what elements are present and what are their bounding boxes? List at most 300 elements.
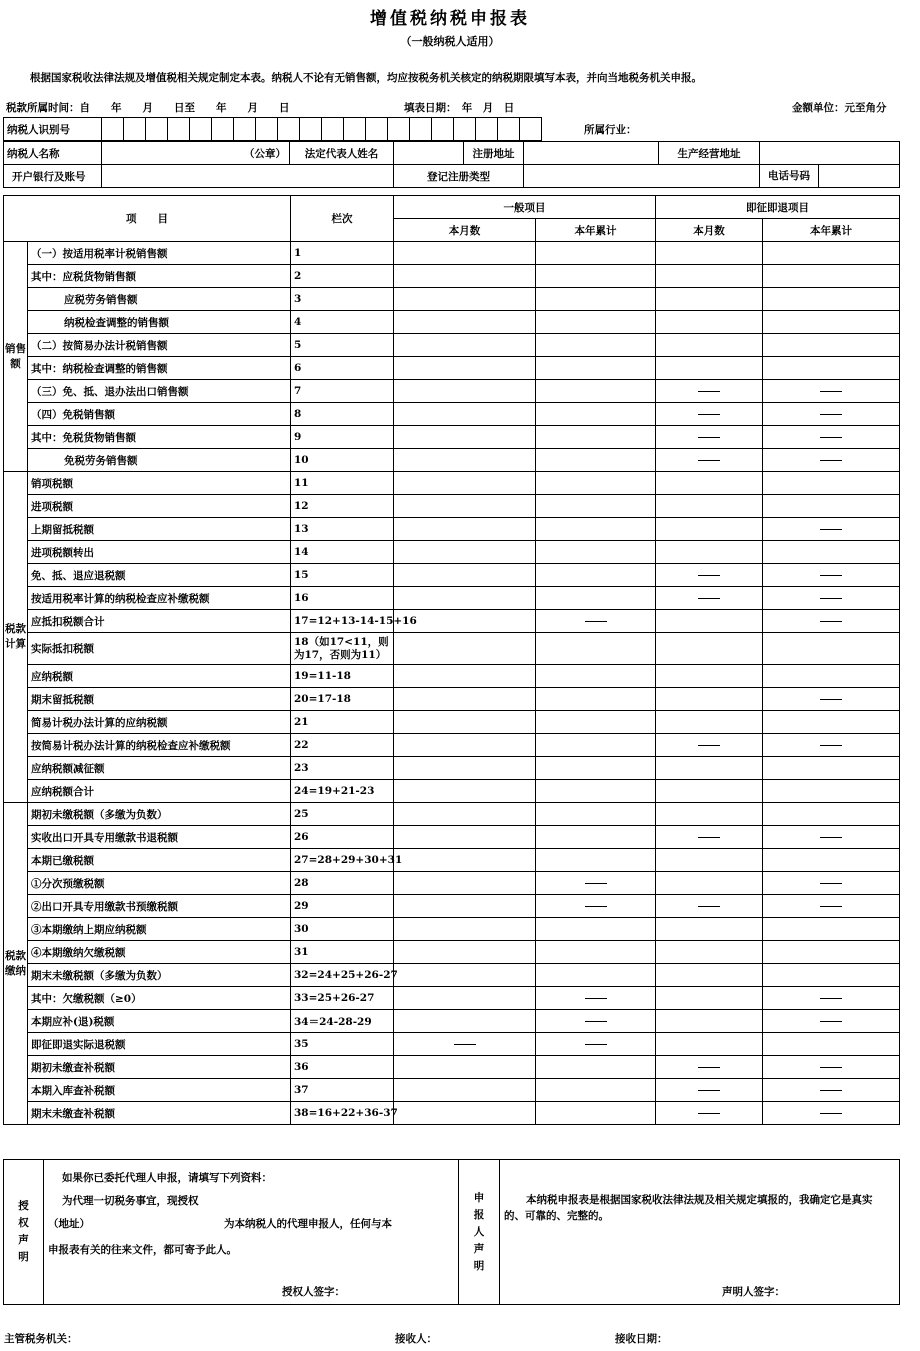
auth-declaration-label-text: 授权声明	[18, 1200, 29, 1263]
industry-label: 所属行业：	[542, 118, 920, 141]
immediate-year-cell	[763, 564, 900, 587]
auth-line-3b: 为本纳税人的代理申报人，任何与本	[224, 1218, 392, 1230]
general-month-cell[interactable]	[394, 1079, 536, 1102]
immediate-year-cell	[763, 734, 900, 757]
table-row	[4, 633, 900, 665]
row-lanci: 18（如17<11，则为17，否则为11）	[291, 633, 394, 665]
table-row	[4, 426, 900, 449]
section-label: 销售额	[4, 242, 28, 472]
col-immediate-header: 即征即退项目	[656, 196, 900, 219]
id-digit-cell[interactable]	[388, 118, 410, 141]
general-year-cell[interactable]	[536, 941, 656, 964]
immediate-month-cell[interactable]	[656, 941, 763, 964]
general-month-cell[interactable]	[394, 334, 536, 357]
id-digit-cell[interactable]	[432, 118, 454, 141]
general-year-cell[interactable]	[536, 757, 656, 780]
row-lanci: 19=11-18	[291, 665, 394, 688]
general-year-cell[interactable]	[536, 472, 656, 495]
immediate-year-cell[interactable]	[763, 757, 900, 780]
row-lanci: 10	[291, 449, 394, 472]
general-year-cell[interactable]	[536, 357, 656, 380]
row-item-label: 其中：纳税检查调整的销售额	[28, 357, 291, 380]
reg-type-label: 登记注册类型	[394, 165, 524, 188]
row-item-label: （一）按适用税率计税销售额	[28, 242, 291, 265]
general-month-cell[interactable]	[394, 941, 536, 964]
general-year-cell[interactable]	[536, 403, 656, 426]
row-item-label: 本期已缴税额	[28, 849, 291, 872]
immediate-year-cell[interactable]	[763, 964, 900, 987]
immediate-year-cell	[763, 1079, 900, 1102]
general-year-cell[interactable]	[536, 541, 656, 564]
not-applicable-dash	[585, 621, 607, 622]
row-item-label: 期末留抵税额	[28, 688, 291, 711]
immediate-year-cell	[763, 895, 900, 918]
id-digit-cell[interactable]	[520, 118, 542, 141]
legal-rep-field[interactable]	[394, 142, 464, 165]
immediate-month-cell[interactable]	[656, 357, 763, 380]
not-applicable-dash	[820, 621, 842, 622]
row-lanci: 30	[291, 918, 394, 941]
id-digit-cell[interactable]	[454, 118, 476, 141]
general-month-cell[interactable]	[394, 472, 536, 495]
bank-account-label: 开户银行及账号	[4, 165, 102, 188]
immediate-month-cell[interactable]	[656, 518, 763, 541]
immediate-month-cell	[656, 1079, 763, 1102]
id-digit-cell[interactable]	[124, 118, 146, 141]
general-month-cell[interactable]	[394, 688, 536, 711]
not-applicable-dash	[820, 391, 842, 392]
immediate-month-cell[interactable]	[656, 711, 763, 734]
taxpayer-name-label: 纳税人名称	[4, 142, 102, 165]
table-row	[4, 472, 900, 495]
tax-period: 税款所属时间：自 年 月 日至 年 月 日	[6, 102, 290, 114]
row-item-label: 期末未缴查补税额	[28, 1102, 291, 1125]
immediate-year-cell[interactable]	[763, 803, 900, 826]
general-year-cell	[536, 895, 656, 918]
table-row	[4, 665, 900, 688]
row-lanci: 36	[291, 1056, 394, 1079]
immediate-month-cell[interactable]	[656, 1033, 763, 1056]
row-lanci: 8	[291, 403, 394, 426]
general-year-cell[interactable]	[536, 734, 656, 757]
general-year-cell[interactable]	[536, 311, 656, 334]
general-month-cell[interactable]	[394, 895, 536, 918]
table-row	[4, 757, 900, 780]
not-applicable-dash	[698, 414, 720, 415]
immediate-month-cell[interactable]	[656, 780, 763, 803]
immediate-month-cell[interactable]	[656, 665, 763, 688]
general-month-cell[interactable]	[394, 757, 536, 780]
row-lanci: 25	[291, 803, 394, 826]
reg-address-field[interactable]	[524, 142, 659, 165]
row-item-label: ②出口开具专用缴款书预缴税额	[28, 895, 291, 918]
immediate-year-cell[interactable]	[763, 541, 900, 564]
phone-field[interactable]	[819, 165, 899, 187]
general-year-cell	[536, 872, 656, 895]
row-lanci: 26	[291, 826, 394, 849]
row-item-label: 期末未缴税额（多缴为负数）	[28, 964, 291, 987]
immediate-month-cell	[656, 564, 763, 587]
not-applicable-dash	[698, 906, 720, 907]
biz-address-field[interactable]	[760, 142, 900, 165]
row-item-label: （四）免税销售额	[28, 403, 291, 426]
general-month-cell[interactable]	[394, 380, 536, 403]
immediate-year-cell[interactable]	[763, 633, 900, 665]
bank-account-field[interactable]	[102, 165, 394, 188]
auth-declaration-body	[44, 1160, 459, 1305]
table-row	[4, 449, 900, 472]
immediate-year-cell[interactable]	[763, 849, 900, 872]
general-year-cell[interactable]	[536, 1102, 656, 1125]
taxpayer-name-table	[3, 141, 900, 188]
reg-type-field[interactable]	[524, 165, 760, 188]
general-year-cell[interactable]	[536, 564, 656, 587]
row-item-label: 免、抵、退应退税额	[28, 564, 291, 587]
not-applicable-dash	[820, 906, 842, 907]
not-applicable-dash	[820, 1067, 842, 1068]
row-lanci: 23	[291, 757, 394, 780]
general-month-cell[interactable]	[394, 587, 536, 610]
table-row	[4, 987, 900, 1010]
immediate-month-cell[interactable]	[656, 288, 763, 311]
receiver-label: 接收人：	[395, 1333, 437, 1345]
general-year-cell[interactable]	[536, 1056, 656, 1079]
immediate-month-cell[interactable]	[656, 633, 763, 665]
table-row	[4, 311, 900, 334]
immediate-month-cell	[656, 449, 763, 472]
not-applicable-dash	[820, 745, 842, 746]
immediate-year-cell	[763, 987, 900, 1010]
table-row	[4, 1010, 900, 1033]
id-digit-cell[interactable]	[476, 118, 498, 141]
applicant-declaration-text: 本纳税申报表是根据国家税收法律法规及相关规定填报的，我确定它是真实的、可靠的、完整的。	[504, 1194, 873, 1222]
general-year-cell[interactable]	[536, 688, 656, 711]
general-year-cell[interactable]	[536, 711, 656, 734]
not-applicable-dash	[820, 598, 842, 599]
row-item-label: ④本期缴纳欠缴税额	[28, 941, 291, 964]
not-applicable-dash	[820, 437, 842, 438]
general-year-cell[interactable]	[536, 587, 656, 610]
immediate-month-cell[interactable]	[656, 987, 763, 1010]
table-row	[4, 849, 900, 872]
general-year-cell[interactable]	[536, 495, 656, 518]
row-item-label: ①分次预缴税额	[28, 872, 291, 895]
general-month-cell[interactable]	[394, 265, 536, 288]
general-month-cell[interactable]	[394, 780, 536, 803]
row-lanci: 11	[291, 472, 394, 495]
row-item-label: 按适用税率计算的纳税检查应补缴税额	[28, 587, 291, 610]
form-subtitle: （一般纳税人适用）	[400, 35, 500, 48]
immediate-month-cell[interactable]	[656, 688, 763, 711]
immediate-month-cell[interactable]	[656, 541, 763, 564]
row-lanci: 16	[291, 587, 394, 610]
not-applicable-dash	[820, 699, 842, 700]
general-month-cell[interactable]	[394, 495, 536, 518]
not-applicable-dash	[820, 883, 842, 884]
general-month-cell[interactable]	[394, 849, 536, 872]
not-applicable-dash	[585, 1044, 607, 1045]
not-applicable-dash	[698, 1113, 720, 1114]
auth-line-2: 为代理一切税务事宜，现授权	[62, 1195, 199, 1207]
id-digit-cell[interactable]	[146, 118, 168, 141]
table-row	[4, 242, 900, 265]
declaration-table	[3, 1159, 900, 1305]
general-year-cell[interactable]	[536, 964, 656, 987]
row-item-label: 实收出口开具专用缴款书退税额	[28, 826, 291, 849]
immediate-year-cell[interactable]	[763, 288, 900, 311]
immediate-year-cell[interactable]	[763, 941, 900, 964]
immediate-year-cell[interactable]	[763, 265, 900, 288]
row-item-label: 应税劳务销售额	[28, 288, 291, 311]
immediate-month-cell[interactable]	[656, 495, 763, 518]
row-item-label: 进项税额	[28, 495, 291, 518]
immediate-year-cell[interactable]	[763, 334, 900, 357]
immediate-year-cell[interactable]	[763, 780, 900, 803]
general-year-cell[interactable]	[536, 380, 656, 403]
row-lanci: 15	[291, 564, 394, 587]
general-month-cell[interactable]	[394, 987, 536, 1010]
general-year-cell[interactable]	[536, 826, 656, 849]
immediate-year-cell[interactable]	[763, 665, 900, 688]
table-row	[4, 688, 900, 711]
id-digit-cell[interactable]	[256, 118, 278, 141]
general-month-cell[interactable]	[394, 633, 536, 665]
general-month-cell[interactable]	[394, 1010, 536, 1033]
row-item-label: 免税劳务销售额	[28, 449, 291, 472]
general-year-cell[interactable]	[536, 665, 656, 688]
col-general-header: 一般项目	[394, 196, 656, 219]
immediate-month-cell[interactable]	[656, 872, 763, 895]
phone-cell	[760, 165, 900, 188]
general-year-cell[interactable]	[536, 265, 656, 288]
auth-line-4: 申报表有关的往来文件，都可寄予此人。	[48, 1244, 237, 1256]
row-lanci: 2	[291, 265, 394, 288]
general-year-cell[interactable]	[536, 334, 656, 357]
table-row	[4, 380, 900, 403]
general-year-cell[interactable]	[536, 780, 656, 803]
general-year-cell[interactable]	[536, 918, 656, 941]
row-lanci: 6	[291, 357, 394, 380]
taxpayer-id-label: 纳税人识别号	[4, 118, 102, 141]
form-title: 增值税纳税申报表	[370, 9, 530, 29]
id-digit-cell[interactable]	[300, 118, 322, 141]
table-row	[4, 1102, 900, 1125]
main-declaration-table	[3, 195, 900, 1125]
section-label: 税款计算	[4, 472, 28, 803]
immediate-month-cell[interactable]	[656, 964, 763, 987]
immediate-year-cell	[763, 610, 900, 633]
row-item-label: 其中：应税货物销售额	[28, 265, 291, 288]
form-intro: 根据国家税收法律法规及增值税相关规定制定本表。纳税人不论有无销售额，均应按税务机关核定的纳税期限填写本表，并向当地税务机关申报。	[30, 72, 702, 84]
general-month-cell[interactable]	[394, 403, 536, 426]
general-year-cell	[536, 987, 656, 1010]
row-item-label: 期初未缴查补税额	[28, 1056, 291, 1079]
row-lanci: 28	[291, 872, 394, 895]
row-item-label: 期初未缴税额（多缴为负数）	[28, 803, 291, 826]
row-item-label: 应抵扣税额合计	[28, 610, 291, 633]
col-general-month-header: 本月数	[394, 219, 536, 242]
general-month-cell[interactable]	[394, 541, 536, 564]
general-month-cell[interactable]	[394, 1102, 536, 1125]
immediate-month-cell[interactable]	[656, 849, 763, 872]
not-applicable-dash	[698, 837, 720, 838]
general-month-cell[interactable]	[394, 711, 536, 734]
general-year-cell[interactable]	[536, 633, 656, 665]
immediate-year-cell[interactable]	[763, 495, 900, 518]
not-applicable-dash	[820, 460, 842, 461]
general-month-cell[interactable]	[394, 242, 536, 265]
row-lanci: 21	[291, 711, 394, 734]
general-month-cell[interactable]	[394, 734, 536, 757]
not-applicable-dash	[820, 998, 842, 999]
immediate-year-cell[interactable]	[763, 918, 900, 941]
general-month-cell[interactable]	[394, 357, 536, 380]
general-year-cell[interactable]	[536, 1079, 656, 1102]
row-lanci: 12	[291, 495, 394, 518]
not-applicable-dash	[820, 1113, 842, 1114]
immediate-year-cell	[763, 826, 900, 849]
seal-label[interactable]: （公章）	[102, 142, 290, 165]
id-digit-cell[interactable]	[190, 118, 212, 141]
not-applicable-dash	[820, 1090, 842, 1091]
row-item-label: 本期入库查补税额	[28, 1079, 291, 1102]
table-row	[4, 711, 900, 734]
row-item-label: 应纳税额	[28, 665, 291, 688]
not-applicable-dash	[698, 1090, 720, 1091]
table-row	[4, 334, 900, 357]
col-general-year-header: 本年累计	[536, 219, 656, 242]
not-applicable-dash	[585, 906, 607, 907]
table-row	[4, 357, 900, 380]
immediate-year-cell	[763, 426, 900, 449]
general-month-cell[interactable]	[394, 449, 536, 472]
row-lanci: 7	[291, 380, 394, 403]
id-digit-cell[interactable]	[410, 118, 432, 141]
immediate-month-cell	[656, 1056, 763, 1079]
general-month-cell[interactable]	[394, 518, 536, 541]
table-row	[4, 1033, 900, 1056]
immediate-month-cell[interactable]	[656, 918, 763, 941]
immediate-year-cell[interactable]	[763, 242, 900, 265]
row-item-label: 纳税检查调整的销售额	[28, 311, 291, 334]
applicant-declaration-label-text: 申报人声明	[473, 1191, 485, 1272]
immediate-year-cell[interactable]	[763, 711, 900, 734]
row-item-label: 上期留抵税额	[28, 518, 291, 541]
auth-line-1: 如果你已委托代理人申报，请填写下列资料：	[62, 1172, 272, 1184]
general-month-cell[interactable]	[394, 564, 536, 587]
immediate-month-cell[interactable]	[656, 1010, 763, 1033]
not-applicable-dash	[585, 883, 607, 884]
immediate-month-cell[interactable]	[656, 242, 763, 265]
row-lanci: 20=17-18	[291, 688, 394, 711]
id-digit-cell[interactable]	[344, 118, 366, 141]
general-year-cell[interactable]	[536, 803, 656, 826]
fill-date: 填表日期： 年 月 日	[404, 102, 515, 114]
general-month-cell[interactable]	[394, 964, 536, 987]
row-lanci: 14	[291, 541, 394, 564]
row-item-label: 按简易计税办法计算的纳税检查应补缴税额	[28, 734, 291, 757]
id-digit-cell[interactable]	[278, 118, 300, 141]
immediate-month-cell[interactable]	[656, 334, 763, 357]
not-applicable-dash	[454, 1044, 476, 1045]
general-month-cell[interactable]	[394, 872, 536, 895]
not-applicable-dash	[698, 437, 720, 438]
immediate-month-cell[interactable]	[656, 757, 763, 780]
general-month-cell[interactable]	[394, 665, 536, 688]
phone-label: 电话号码	[760, 165, 819, 187]
table-row	[4, 1079, 900, 1102]
table-row	[4, 872, 900, 895]
general-month-cell[interactable]	[394, 311, 536, 334]
immediate-month-cell[interactable]	[656, 803, 763, 826]
decl-sign-label[interactable]: 声明人签字：	[722, 1286, 785, 1298]
auth-sign-label[interactable]: 授权人签字：	[282, 1286, 345, 1298]
table-row	[4, 803, 900, 826]
general-year-cell[interactable]	[536, 288, 656, 311]
general-month-cell[interactable]	[394, 288, 536, 311]
general-year-cell[interactable]	[536, 518, 656, 541]
immediate-month-cell	[656, 380, 763, 403]
not-applicable-dash	[820, 575, 842, 576]
immediate-year-cell[interactable]	[763, 311, 900, 334]
general-year-cell[interactable]	[536, 849, 656, 872]
immediate-month-cell[interactable]	[656, 610, 763, 633]
row-item-label: 即征即退实际退税额	[28, 1033, 291, 1056]
id-digit-cell[interactable]	[366, 118, 388, 141]
general-month-cell[interactable]	[394, 426, 536, 449]
general-year-cell[interactable]	[536, 449, 656, 472]
row-lanci: 32=24+25+26-27	[291, 964, 394, 987]
immediate-month-cell[interactable]	[656, 311, 763, 334]
receive-date-label: 接收日期：	[615, 1333, 668, 1345]
immediate-year-cell	[763, 587, 900, 610]
table-row	[4, 587, 900, 610]
id-digit-cell[interactable]	[498, 118, 520, 141]
id-digit-cell[interactable]	[212, 118, 234, 141]
general-year-cell[interactable]	[536, 426, 656, 449]
not-applicable-dash	[698, 1067, 720, 1068]
general-month-cell	[394, 1033, 536, 1056]
row-item-label: 简易计税办法计算的应纳税额	[28, 711, 291, 734]
immediate-year-cell[interactable]	[763, 357, 900, 380]
immediate-month-cell[interactable]	[656, 265, 763, 288]
not-applicable-dash	[698, 575, 720, 576]
general-year-cell[interactable]	[536, 242, 656, 265]
amount-unit: 金额单位：元至角分	[792, 102, 887, 114]
row-lanci: 3	[291, 288, 394, 311]
general-month-cell[interactable]	[394, 918, 536, 941]
immediate-month-cell[interactable]	[656, 472, 763, 495]
general-year-cell	[536, 1010, 656, 1033]
immediate-year-cell[interactable]	[763, 1033, 900, 1056]
general-month-cell[interactable]	[394, 1056, 536, 1079]
row-lanci: 35	[291, 1033, 394, 1056]
row-lanci: 17=12+13-14-15+16	[291, 610, 394, 633]
id-digit-cell[interactable]	[102, 118, 124, 141]
tax-authority-label: 主管税务机关：	[4, 1333, 78, 1345]
immediate-month-cell	[656, 826, 763, 849]
immediate-year-cell	[763, 1102, 900, 1125]
immediate-year-cell[interactable]	[763, 472, 900, 495]
table-row	[4, 964, 900, 987]
id-digit-cell[interactable]	[234, 118, 256, 141]
row-item-label: 本期应补(退)税额	[28, 1010, 291, 1033]
general-month-cell[interactable]	[394, 803, 536, 826]
general-month-cell[interactable]	[394, 826, 536, 849]
id-digit-cell[interactable]	[322, 118, 344, 141]
id-digit-cell[interactable]	[168, 118, 190, 141]
row-lanci: 38=16+22+36-37	[291, 1102, 394, 1125]
